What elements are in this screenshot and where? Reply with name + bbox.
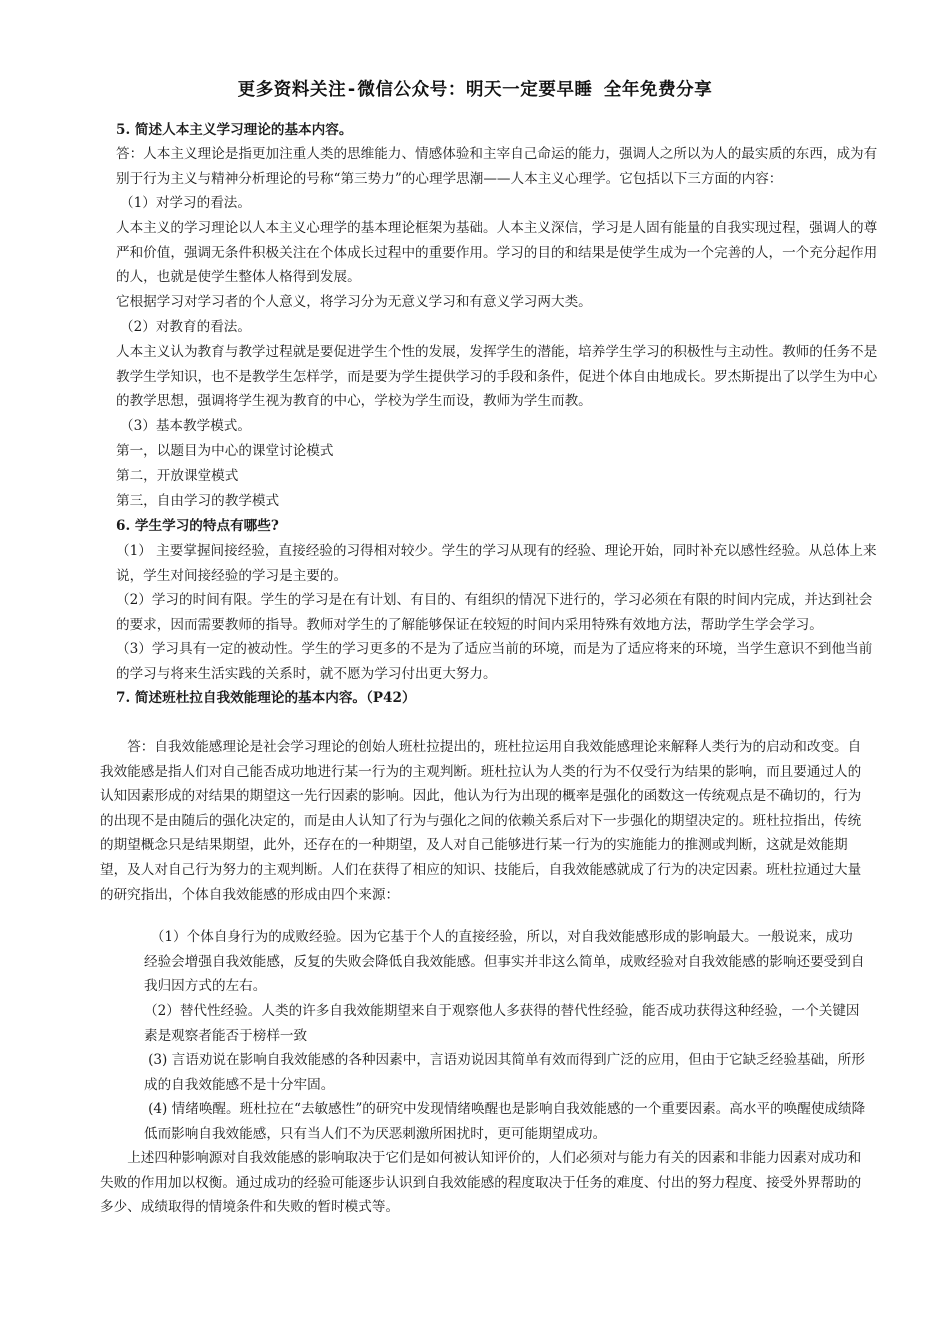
- source-3: (3) 言语劝说在影响自我效能感的各种因素中，言语劝说因其简单有效而得到广泛的应用，但由于它缺乏经验基础，所形成的自我效能感不是十分牢固。: [144, 1052, 865, 1093]
- item-1-note: 它根据学习对学习者的个人意义，将学习分为无意义学习和有意义学习两大类。: [116, 294, 592, 310]
- item-1-title: （1）对学习的看法。: [120, 195, 251, 211]
- source-4: (4) 情绪唤醒。班杜拉在“去敏感性”的研究中发现情绪唤醒也是影响自我效能感的一个重要因素。高水平的唤醒使成绩降低而影响自我效能感，只有当人们不为厌恶刺激所困扰时，更可能期望成功。: [144, 1101, 866, 1142]
- mode-2: 第二，开放课堂模式: [116, 468, 239, 484]
- feature-3: （3）学习具有一定的被动性。学生的学习更多的不是为了适应当前的环境，而是为了适应将来的环境，当学生意识不到他当前的学习与将来生活实践的关系时，就不愿为学习付出更大努力。: [116, 641, 873, 682]
- question-5-heading: 5. 简述人本主义学习理论的基本内容。: [116, 122, 353, 138]
- question-7-heading: 7. 简述班杜拉自我效能理论的基本内容。（P42）: [116, 690, 416, 706]
- summary-paragraph: 上述四种影响源对自我效能感的影响取决于它们是如何被认知评价的，人们必须对与能力有关的因素和非能力因素对成功和失败的作用加以权衡。通过成功的经验可能逐步认识到自我效能感的程度取决于任务的难度、付出的努力程度、接受外界帮助的多少、成绩取得的情境条件和失败的暂时模式等。: [100, 1150, 862, 1216]
- item-1-body: 人本主义的学习理论以人本主义心理学的基本理论框架为基础。人本主义深信，学习是人固有能量的自我实现过程，强调人的尊严和价值，强调无条件积极关注在个体成长过程中的重要作用。学习的目的和结果是使学生成为一个完善的人，一个充分起作用的人，也就是使学生整体人格得到发展。: [116, 220, 878, 286]
- item-2-title: （2）对教育的看法。: [120, 319, 251, 335]
- feature-2: （2）学习的时间有限。学生的学习是在有计划、有目的、有组织的情况下进行的，学习必须在有限的时间内完成，并达到社会的要求，因而需要教师的指导。教师对学生的了解能够保证在较短的时间内采用特殊有效地方法，帮助学生学会学习。: [116, 592, 873, 633]
- mode-1: 第一，以题目为中心的课堂讨论模式: [116, 443, 334, 459]
- mode-3: 第三，自由学习的教学模式: [116, 493, 280, 509]
- answer-7-body: 答：自我效能感理论是社会学习理论的创始人班杜拉提出的，班杜拉运用自我效能感理论来解释人类行为的启动和改变。自我效能感是指人们对自己能否成功地进行某一行为的主观判断。班杜拉认为人类的行为不仅受行为结果的影响，而且要通过人的认知因素形成的对结果的期望这一先行因素的影响。因此，他认为行为出现的概率是强化的函数这一传统观点是不确切的，行为的出现不是由随后的强化决定的，而是由人认知了行为与强化之间的依赖关系后对下一步强化的期望决定的。班杜拉指出，传统的期望概念只是结果期望，此外，还存在的一种期望，及人对自己能够进行某一行为的实施能力的推测或判断，这就是效能期望，及人对自己行为努力的主观判断。人们在获得了相应的知识、技能后，自我效能感就成了行为的决定因素。班杜拉通过大量的研究指出，个体自我效能感的形成由四个来源：: [100, 739, 862, 903]
- source-1: （1）个体自身行为的成败经验。因为它基于个人的直接经验，所以，对自我效能感形成的影响最大。一般说来，成功经验会增强自我效能感，反复的失败会降低自我效能感。但事实并非这么简单，成败经验对自我效能感的影响还要受到自我归因方式的左右。: [144, 929, 865, 995]
- question-6-heading: 6. 学生学习的特点有哪些?: [116, 518, 279, 534]
- page-header: 更多资料关注-微信公众号：明天一定要早睡 全年免费分享: [237, 80, 713, 100]
- answer-5-intro: 答：人本主义理论是指更加注重人类的思维能力、情感体验和主宰自己命运的能力，强调人之所以为人的最实质的东西，成为有别于行为主义与精神分析理论的号称“第三势力”的心理学思潮——人本主义心理学。它包括以下三方面的内容：: [116, 146, 878, 187]
- item-2-body: 人本主义认为教育与教学过程就是要促进学生个性的发展，发挥学生的潜能，培养学生学习的积极性与主动性。教师的任务不是教学生学知识，也不是教学生怎样学，而是要为学生提供学习的手段和条件，促进个体自由地成长。罗杰斯提出了以学生为中心的教学思想，强调将学生视为教育的中心，学校为学生而设，教师为学生而教。: [116, 344, 878, 410]
- feature-1: （1） 主要掌握间接经验，直接经验的习得相对较少。学生的学习从现有的经验、理论开始，同时补充以感性经验。从总体上来说，学生对间接经验的学习是主要的。: [116, 543, 877, 584]
- item-3-title: （3）基本教学模式。: [120, 418, 251, 434]
- source-2: （2）替代性经验。人类的许多自我效能期望来自于观察他人多获得的替代性经验，能否成功获得这种经验，一个关键因素是观察者能否于榜样一致: [144, 1003, 860, 1044]
